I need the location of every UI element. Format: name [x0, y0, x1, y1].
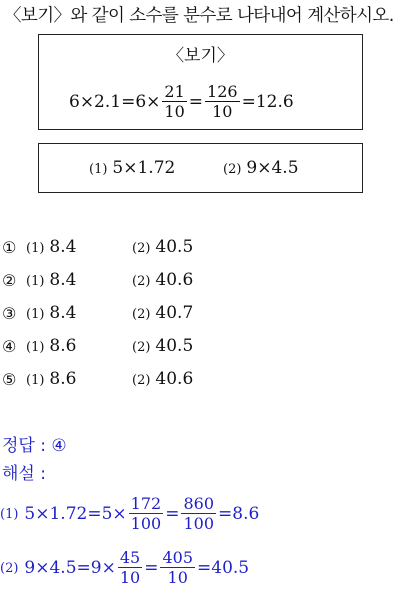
problem-1 [89, 158, 175, 178]
equals-sign: = [218, 504, 233, 524]
option-part-label: (2) [132, 274, 151, 289]
solution-prefix: 5× [101, 504, 127, 524]
fraction-denominator: 10 [212, 101, 233, 121]
option-part-label: (2) [132, 241, 151, 256]
equals-sign: = [188, 92, 204, 112]
fraction-denominator: 100 [130, 513, 162, 533]
problem-box [38, 143, 363, 193]
equals-sign: = [241, 92, 256, 112]
option-part-label: (1) [26, 340, 45, 355]
option-part-label: (1) [26, 373, 45, 388]
option-part-label: (2) [132, 340, 151, 355]
option-number: ⑤ [2, 369, 17, 389]
example-lhs: 6×2.1 [69, 92, 122, 112]
example-result: 12.6 [255, 92, 294, 112]
problem-expr: 5×1.72 [112, 158, 176, 178]
fraction-numerator: 172 [130, 493, 162, 513]
option-3[interactable] [2, 302, 194, 324]
explanation-label: 해설 : [2, 464, 46, 484]
option-part-label: (2) [132, 307, 151, 322]
option-value-b: 40.5 [155, 336, 194, 356]
problem-label: (2) [223, 162, 242, 177]
solution-result: 8.6 [232, 504, 260, 524]
option-value-b: 40.5 [155, 237, 194, 257]
fraction-denominator: 100 [183, 513, 214, 533]
equals-sign: = [76, 558, 91, 578]
solution-result: 40.5 [211, 558, 250, 578]
equals-sign: = [144, 558, 159, 578]
solution-lhs: 9×4.5 [24, 558, 77, 578]
equals-sign: = [165, 504, 180, 524]
option-part-label: (1) [26, 274, 45, 289]
example-fraction-1 [162, 83, 186, 122]
option-value-a: 8.6 [49, 369, 77, 389]
problem-label: (1) [89, 162, 108, 177]
fraction-denominator: 10 [167, 567, 188, 587]
equals-sign: = [87, 504, 102, 524]
fraction-numerator: 126 [207, 81, 238, 101]
answer-line: 정답 : ④ [2, 436, 67, 456]
solution-fraction-1 [129, 495, 164, 534]
solution-fraction-2 [160, 549, 195, 588]
example-step-prefix: 6× [135, 92, 161, 112]
option-value-a: 8.4 [49, 303, 77, 323]
option-4[interactable] [2, 335, 194, 357]
option-number: ④ [2, 336, 17, 356]
fraction-denominator: 10 [119, 567, 141, 587]
option-value-a: 8.4 [49, 270, 77, 290]
solution-lhs: 5×1.72 [24, 504, 88, 524]
option-5[interactable] [2, 368, 194, 390]
example-equation [69, 80, 294, 124]
solution-fraction-2 [181, 495, 216, 534]
question-text: 〈보기〉와 같이 소수를 분수로 나타내어 계산하시오. [4, 6, 394, 26]
option-part-label: (1) [26, 307, 45, 322]
fraction-numerator: 405 [162, 547, 193, 567]
solution-1 [0, 492, 259, 536]
option-value-a: 8.4 [49, 237, 77, 257]
solution-label: (2) [0, 560, 19, 576]
option-part-label: (1) [26, 241, 45, 256]
option-number: ① [2, 237, 17, 257]
equals-sign: = [121, 92, 136, 112]
option-value-b: 40.6 [155, 270, 194, 290]
example-box [38, 34, 363, 130]
option-value-a: 8.6 [49, 336, 77, 356]
solution-prefix: 9× [90, 558, 116, 578]
fraction-denominator: 10 [164, 101, 185, 121]
fraction-numerator: 21 [164, 81, 185, 101]
example-title: 〈보기〉 [167, 46, 234, 66]
problem-2 [223, 158, 299, 178]
option-2[interactable] [2, 269, 194, 291]
fraction-numerator: 45 [119, 547, 141, 567]
problem-expr: 9×4.5 [246, 158, 299, 178]
option-value-b: 40.6 [155, 369, 194, 389]
solution-label: (1) [0, 506, 19, 522]
option-value-b: 40.7 [155, 303, 194, 323]
equals-sign: = [197, 558, 212, 578]
option-1[interactable] [2, 236, 194, 258]
example-fraction-2 [205, 83, 240, 122]
solution-fraction-1 [118, 549, 142, 588]
solution-2 [0, 546, 249, 590]
option-number: ③ [2, 303, 17, 323]
option-part-label: (2) [132, 373, 151, 388]
fraction-numerator: 860 [183, 493, 214, 513]
option-number: ② [2, 270, 17, 290]
